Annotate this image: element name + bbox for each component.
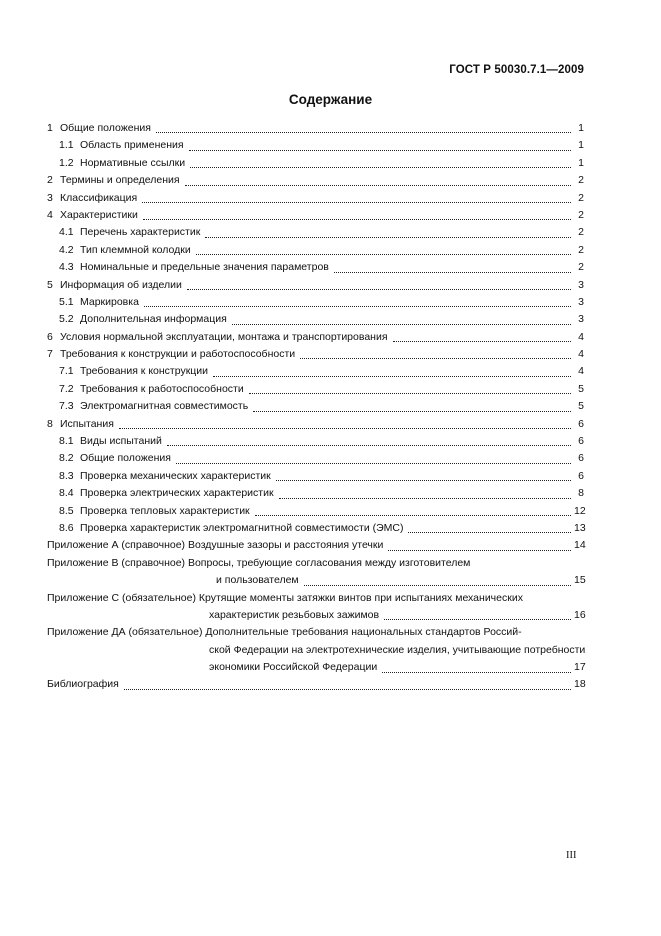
entry-page: 5: [578, 400, 584, 413]
entry-number: 4.2: [59, 243, 74, 256]
page-title: Содержание: [288, 92, 373, 107]
leader-dots: [119, 427, 571, 429]
toc-entry[interactable]: [47, 137, 584, 154]
entry-title: Перечень характеристик: [80, 226, 201, 239]
entry-number: 7: [47, 348, 53, 361]
entry-page: 4: [578, 348, 584, 361]
entry-number: 3: [47, 191, 53, 204]
appendix-da-page: 17: [574, 661, 586, 674]
entry-number: 1: [47, 121, 53, 134]
entry-page: 3: [578, 278, 584, 291]
entry-title: Проверка тепловых характеристик: [80, 504, 250, 517]
toc-entry[interactable]: [47, 363, 584, 380]
leader-dots: [187, 288, 571, 290]
entry-number: 8.5: [59, 504, 74, 517]
entry-title: Условия нормальной эксплуатации, монтажа и транспортирования: [60, 330, 388, 343]
leader-dots: [156, 131, 571, 133]
entry-page: 3: [578, 295, 584, 308]
leader-dots: [255, 514, 571, 516]
toc-entry[interactable]: [47, 277, 584, 294]
toc-entry[interactable]: [47, 468, 584, 485]
entry-title: Характеристики: [60, 208, 138, 221]
entry-page: 1: [578, 139, 584, 152]
bibliography-title: Библиография: [47, 678, 119, 691]
leader-dots: [196, 253, 571, 255]
entry-title: Требования к конструкции: [80, 365, 209, 378]
leader-dots: [253, 410, 571, 412]
document-code: ГОСТ Р 50030.7.1—2009: [449, 64, 584, 76]
entry-title: Виды испытаний: [80, 435, 162, 448]
leader-dots: [232, 323, 571, 325]
appendix-c-continuation[interactable]: [47, 607, 584, 624]
entry-title: Классификация: [60, 191, 138, 204]
appendix-da-title-cont: ской Федерации на электротехнические изделия, учитывающие потребности: [209, 643, 586, 656]
appendix-a-title: Приложение А (справочное) Воздушные зазоры и расстояния утечки: [47, 539, 384, 552]
appendix-da-entry[interactable]: [47, 624, 584, 641]
entry-number: 7.1: [59, 365, 74, 378]
toc-entry[interactable]: [47, 416, 584, 433]
table-of-contents: [47, 120, 584, 694]
leader-dots: [205, 236, 571, 238]
entry-number: 1.1: [59, 139, 74, 152]
appendix-b-entry[interactable]: [47, 555, 584, 572]
entry-number: 8.3: [59, 469, 74, 482]
appendix-b-page: 15: [574, 574, 586, 587]
entry-title: Проверка характеристик электромагнитной совместимости (ЭМС): [80, 521, 404, 534]
leader-dots: [276, 479, 571, 481]
toc-entry[interactable]: [47, 155, 584, 172]
entry-title: Проверка электрических характеристик: [80, 487, 274, 500]
entry-page: 4: [578, 330, 584, 343]
entry-title: Нормативные ссылки: [80, 156, 186, 169]
entry-title: Электромагнитная совместимость: [80, 400, 249, 413]
entry-page: 2: [578, 261, 584, 274]
entry-number: 4.1: [59, 226, 74, 239]
entry-page: 13: [574, 521, 586, 534]
leader-dots: [143, 218, 571, 220]
entry-page: 2: [578, 243, 584, 256]
entry-page: 1: [578, 121, 584, 134]
entry-title: Информация об изделии: [60, 278, 182, 291]
entry-title: Термины и определения: [60, 174, 180, 187]
leader-dots: [384, 618, 571, 620]
entry-number: 8.2: [59, 452, 74, 465]
toc-entry[interactable]: [47, 294, 584, 311]
entry-title: Проверка механических характеристик: [80, 469, 271, 482]
entry-number: 8.6: [59, 521, 74, 534]
entry-title: Маркировка: [80, 295, 139, 308]
leader-dots: [185, 184, 571, 186]
leader-dots: [393, 340, 571, 342]
entry-number: 5: [47, 278, 53, 291]
entry-title: Общие положения: [60, 121, 151, 134]
entry-number: 8.4: [59, 487, 74, 500]
appendix-b-continuation[interactable]: [47, 572, 584, 589]
page-number: III: [566, 850, 577, 861]
entry-page: 2: [578, 174, 584, 187]
entry-page: 2: [578, 191, 584, 204]
entry-number: 7.3: [59, 400, 74, 413]
appendix-da-title: Приложение ДА (обязательное) Дополнительные требования национальных стандартов Россий-: [47, 626, 522, 639]
toc-entry[interactable]: [47, 433, 584, 450]
toc-entry[interactable]: [47, 120, 584, 137]
entry-page: 6: [578, 417, 584, 430]
entry-title: Номинальные и предельные значения параметров: [80, 261, 329, 274]
appendix-a-entry[interactable]: [47, 537, 584, 554]
leader-dots: [213, 375, 571, 377]
toc-entry[interactable]: [47, 520, 584, 537]
entry-title: Тип клеммной колодки: [80, 243, 191, 256]
appendix-b-title-cont: и пользователем: [216, 574, 299, 587]
entry-number: 8.1: [59, 435, 74, 448]
entry-page: 5: [578, 382, 584, 395]
appendix-c-entry[interactable]: [47, 590, 584, 607]
leader-dots: [190, 166, 571, 168]
leader-dots: [388, 549, 571, 551]
entry-page: 6: [578, 452, 584, 465]
bibliography-page: 18: [574, 678, 586, 691]
entry-number: 2: [47, 174, 53, 187]
bibliography-entry[interactable]: [47, 677, 584, 694]
entry-page: 4: [578, 365, 584, 378]
leader-dots: [382, 671, 571, 673]
leader-dots: [304, 584, 571, 586]
toc-entry[interactable]: [47, 346, 584, 363]
toc-entry[interactable]: [47, 450, 584, 467]
entry-page: 6: [578, 435, 584, 448]
entry-title: Дополнительная информация: [80, 313, 227, 326]
entry-title: Область применения: [80, 139, 184, 152]
appendix-da-continuation[interactable]: [47, 642, 584, 659]
toc-entry[interactable]: [47, 207, 584, 224]
toc-entry[interactable]: [47, 485, 584, 502]
leader-dots: [249, 392, 571, 394]
leader-dots: [334, 271, 571, 273]
toc-entry[interactable]: [47, 381, 584, 398]
entry-page: 12: [574, 504, 586, 517]
entry-number: 8: [47, 417, 53, 430]
entry-title: Требования к конструкции и работоспособности: [60, 348, 296, 361]
leader-dots: [408, 531, 571, 533]
leader-dots: [142, 201, 571, 203]
entry-number: 1.2: [59, 156, 74, 169]
entry-number: 5.2: [59, 313, 74, 326]
entry-page: 2: [578, 226, 584, 239]
appendix-a-page: 14: [574, 539, 586, 552]
leader-dots: [144, 305, 571, 307]
leader-dots: [279, 497, 571, 499]
entry-page: 8: [578, 487, 584, 500]
leader-dots: [124, 688, 571, 690]
entry-number: 4: [47, 208, 53, 221]
entry-title: Общие положения: [80, 452, 171, 465]
leader-dots: [300, 357, 571, 359]
toc-entry[interactable]: [47, 398, 584, 415]
appendix-da-continuation[interactable]: [47, 659, 584, 676]
toc-entry[interactable]: [47, 190, 584, 207]
entry-title: Требования к работоспособности: [80, 382, 244, 395]
appendix-c-page: 16: [574, 608, 586, 621]
entry-page: 2: [578, 208, 584, 221]
toc-entry[interactable]: [47, 329, 584, 346]
entry-number: 7.2: [59, 382, 74, 395]
toc-entry[interactable]: [47, 242, 584, 259]
appendix-b-title: Приложение В (справочное) Вопросы, требующие согласования между изготовителем: [47, 556, 471, 569]
toc-entry[interactable]: [47, 259, 584, 276]
appendix-c-title: Приложение С (обязательное) Крутящие моменты затяжки винтов при испытаниях механических: [47, 591, 523, 604]
entry-page: 6: [578, 469, 584, 482]
leader-dots: [167, 444, 571, 446]
leader-dots: [176, 462, 571, 464]
toc-entry[interactable]: [47, 172, 584, 189]
appendix-c-title-cont: характеристик резьбовых зажимов: [209, 608, 380, 621]
entry-page: 1: [578, 156, 584, 169]
entry-page: 3: [578, 313, 584, 326]
entry-number: 6: [47, 330, 53, 343]
entry-number: 4.3: [59, 261, 74, 274]
appendix-da-title-cont: экономики Российской Федерации: [209, 661, 378, 674]
toc-entry[interactable]: [47, 224, 584, 241]
toc-entry[interactable]: [47, 311, 584, 328]
entry-title: Испытания: [60, 417, 114, 430]
entry-number: 5.1: [59, 295, 74, 308]
toc-entry[interactable]: [47, 503, 584, 520]
leader-dots: [189, 149, 571, 151]
